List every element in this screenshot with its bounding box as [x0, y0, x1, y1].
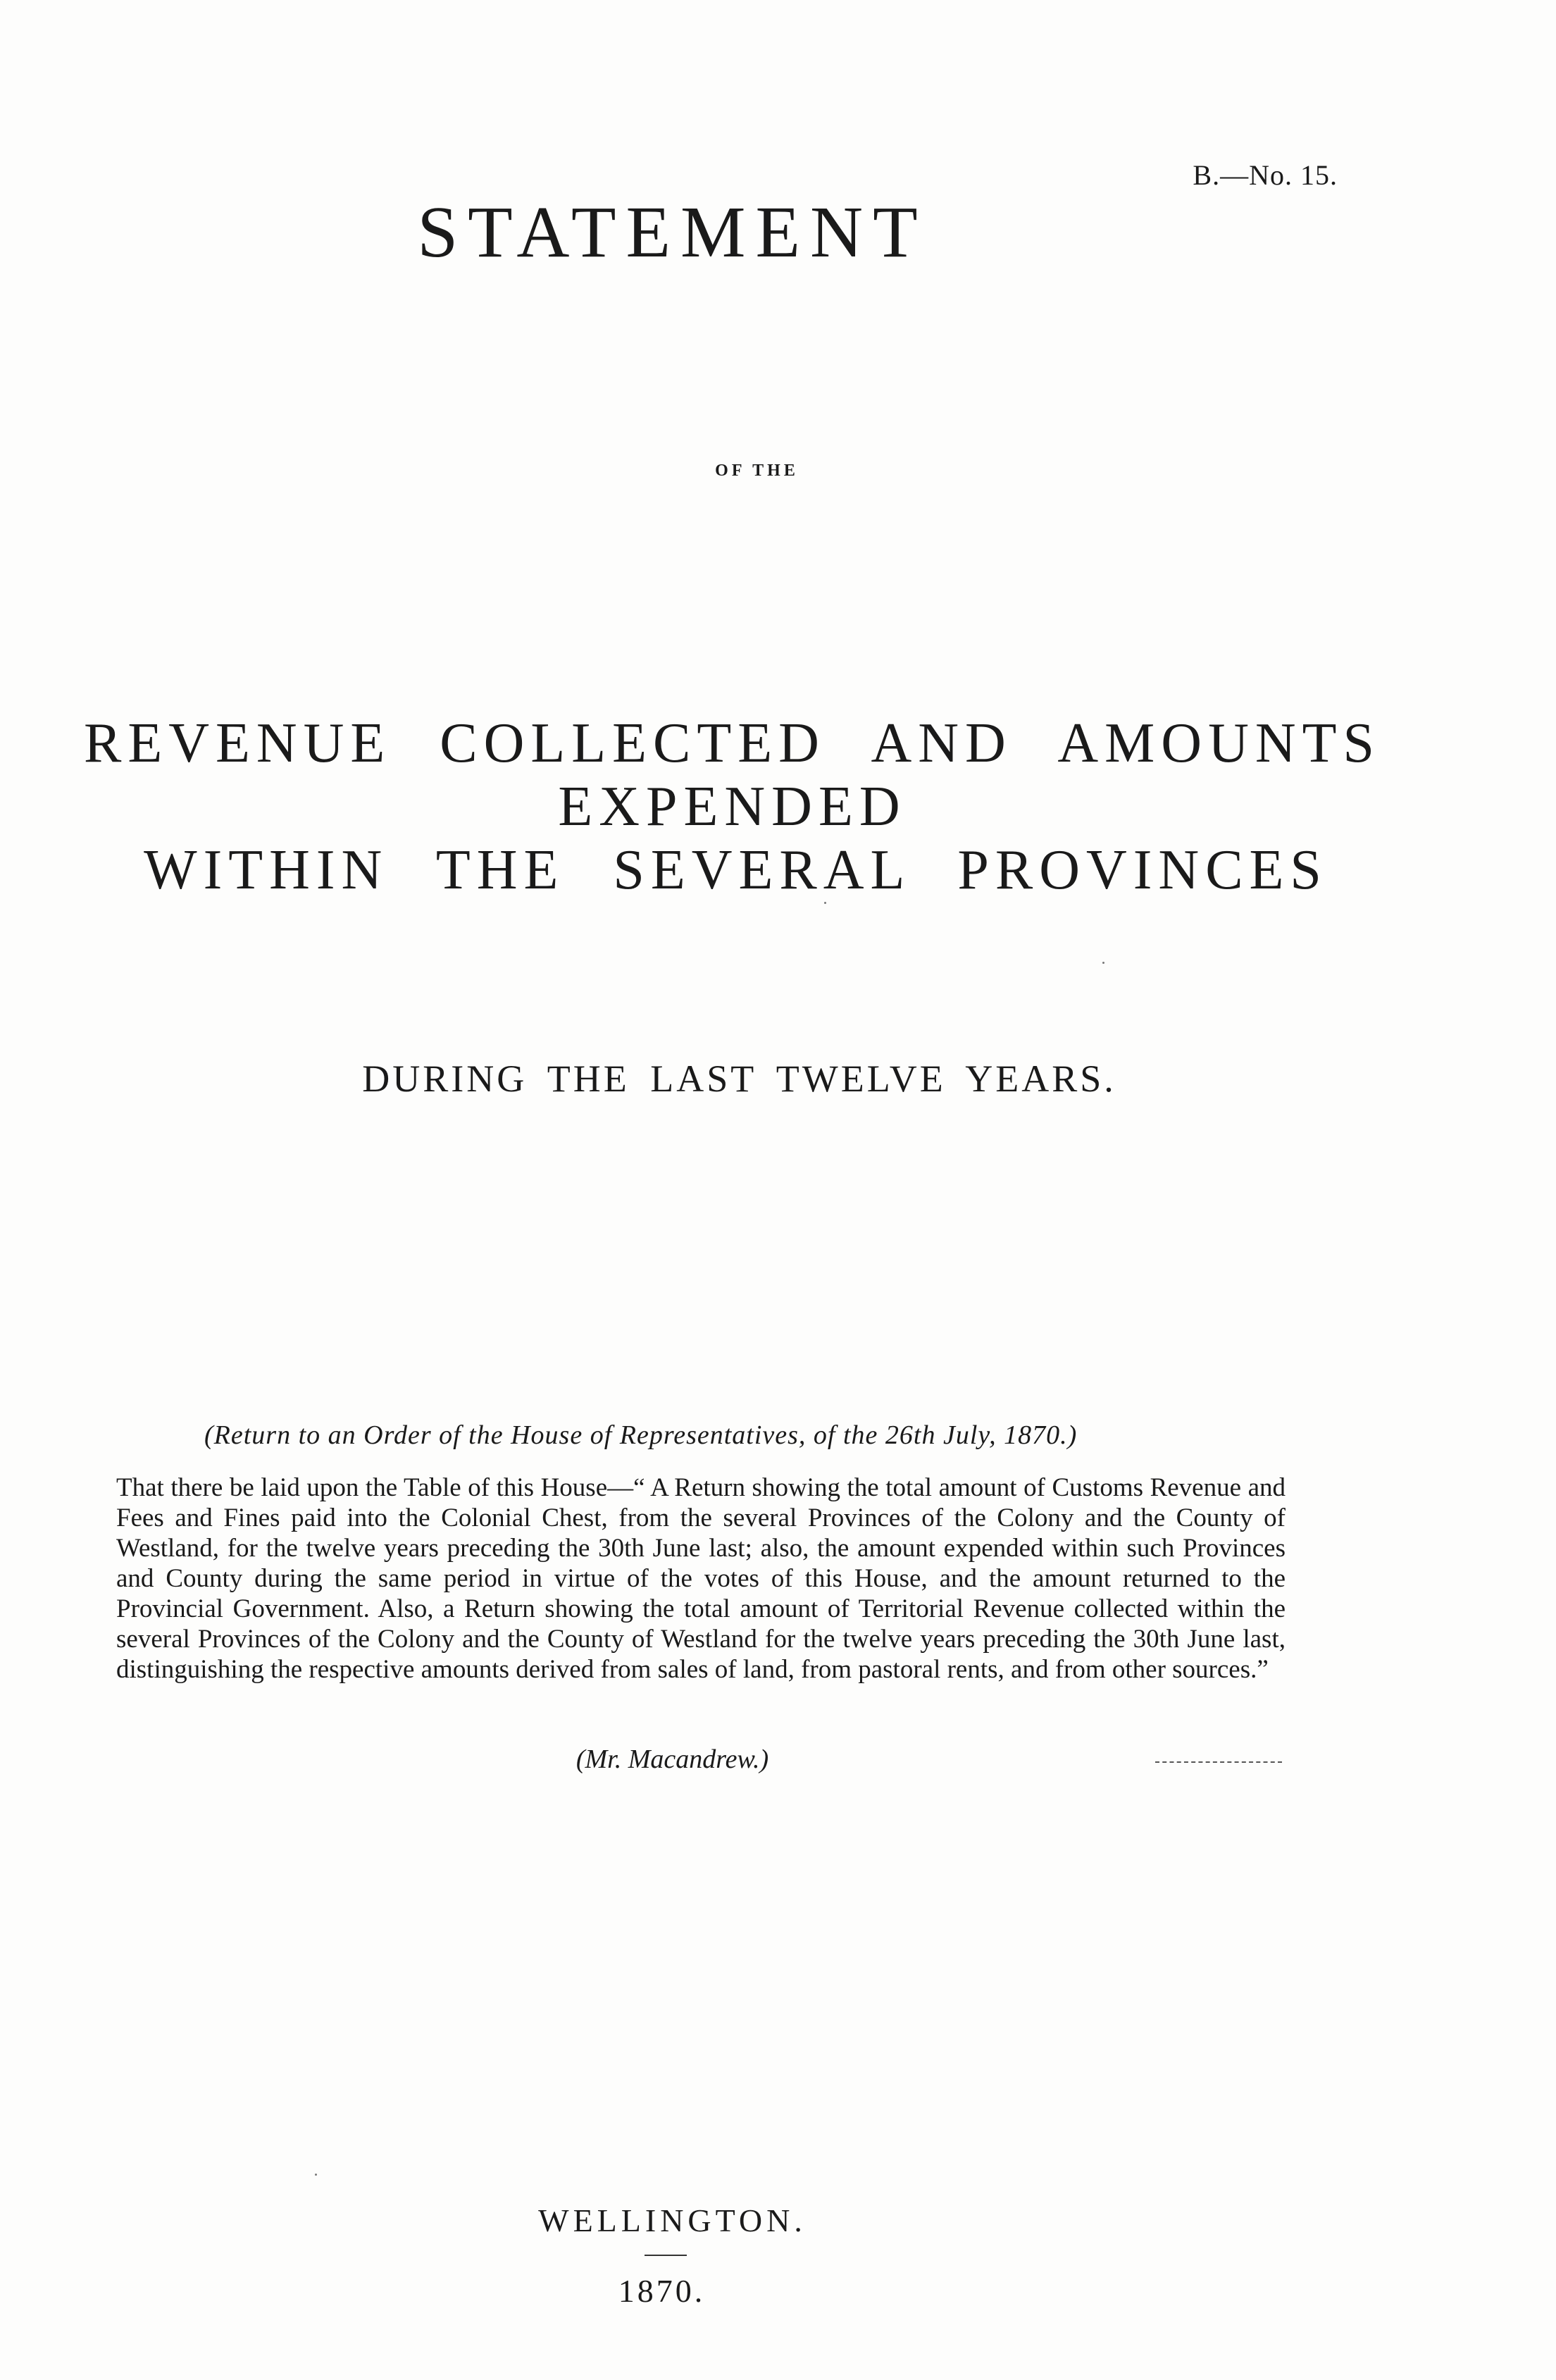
document-reference: B.—No. 15.	[1193, 159, 1338, 191]
imprint-year	[0, 2272, 1556, 2310]
paper-speck	[1102, 962, 1104, 964]
document-title	[0, 190, 1556, 274]
imprint-city	[0, 2202, 1556, 2239]
heading-line-1: REVENUE COLLECTED AND AMOUNTS EXPENDED	[84, 712, 1381, 838]
order-paragraph	[74, 1473, 1286, 1685]
period-heading-text: DURING THE LAST TWELVE YEARS.	[362, 1058, 1116, 1100]
paper-speck	[824, 902, 826, 904]
mover-attribution	[0, 1744, 1556, 1775]
title-text: STATEMENT	[417, 192, 928, 273]
paper-speck	[315, 2174, 317, 2176]
period-heading	[0, 1057, 1556, 1101]
mover-text: (Mr. Macandrew.)	[575, 1744, 769, 1774]
return-note: (Return to an Order of the House of Representatives, of the 26th July, 1870.)	[204, 1420, 1078, 1450]
imprint-rule	[645, 2255, 687, 2256]
heading-line-2: WITHIN THE SEVERAL PROVINCES	[144, 839, 1328, 901]
main-heading	[0, 712, 1556, 902]
mover-rule	[1155, 1761, 1282, 1763]
order-text: That there be laid upon the Table of this House—“ A Return showing the total amount of Customs Revenue and Fees and Fines paid into the Colonial Chest, from the several Provinces of the Colony and the County of Westland, for the twelve years preceding the 30th June last; also, the amount expended within such Provinces and County during the same period in virtue of the votes of this House, and the amount returned to the Provincial Government. Also, a Return showing the total amount of Territorial Revenue collected within the several Provinces of the Colony and the County of Westland for the twelve years preceding the 30th June last, distinguishing the respective amounts derived from sales of land, from pastoral rents, and from other sources.”	[116, 1473, 1286, 1684]
imprint-year-text: 1870.	[618, 2273, 706, 2309]
imprint-city-text: WELLINGTON.	[538, 2202, 807, 2238]
of-the-text: OF THE	[715, 461, 799, 480]
of-the-label	[0, 461, 1556, 481]
